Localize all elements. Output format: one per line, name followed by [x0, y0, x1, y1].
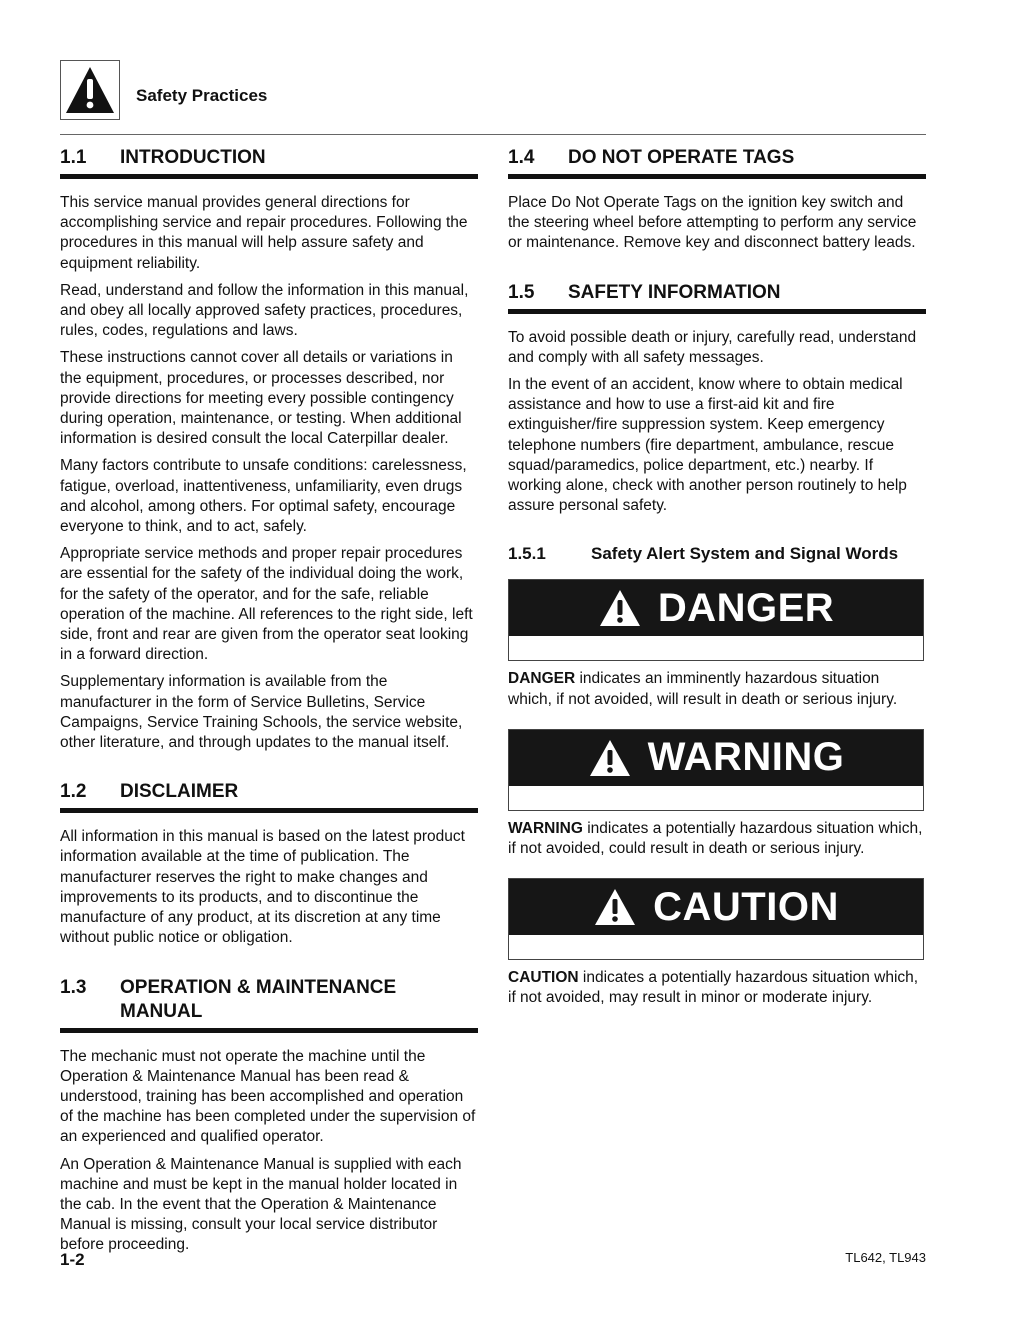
section-heading — [60, 976, 478, 1033]
header-divider — [60, 134, 926, 135]
warning-banner — [509, 730, 923, 786]
section-do-not-operate-tags — [508, 146, 926, 254]
warning-signal-panel — [508, 729, 924, 811]
caution-signal-panel — [508, 878, 924, 960]
section-safety-information — [508, 281, 926, 517]
signal-keyword: DANGER — [508, 670, 576, 688]
section-number: 1.5 — [508, 281, 535, 303]
section-title: SAFETY INFORMATION — [568, 281, 781, 303]
section-title: DISCLAIMER — [120, 781, 239, 803]
warning-description — [508, 819, 926, 859]
signal-description-text: indicates a potentially hazardous situation which, if not avoided, may result in minor or moderate injury. — [508, 969, 919, 1007]
warning-triangle-icon — [64, 64, 116, 116]
danger-description — [508, 669, 926, 709]
paragraph: Read, understand and follow the information in this manual, and obey all locally approved safety practices, procedures, rules, codes, regulations and laws. — [60, 281, 469, 340]
alert-triangle-icon — [598, 588, 642, 628]
subsection-title: Safety Alert System and Signal Words — [591, 544, 899, 564]
right-column — [508, 146, 926, 1016]
signal-description-text: indicates a potentially hazardous situation which, if not avoided, could result in death or serious injury. — [508, 819, 923, 858]
section-title: DO NOT OPERATE TAGS — [568, 147, 795, 168]
safety-alert-logo — [60, 60, 120, 120]
paragraph: Appropriate service methods and proper repair procedures are essential for the safety of the individual doing the work, for the safety of the operator, and for the safe, reliable operation of the machine. All references to the right side, left side, front and rear are given from the operator seat looking in a forward direction. — [60, 545, 473, 664]
section-heading — [508, 281, 926, 314]
paragraph: These instructions cannot cover all details or variations in the equipment, procedures, or processes described, nor provide directions for meeting every possible contingency during operation, maintenance, or testing. When additional information is desired consult the local Caterpillar dealer. — [60, 349, 462, 448]
section-heading — [508, 146, 926, 179]
model-numbers: TL642, TL943 — [845, 1250, 926, 1265]
danger-banner — [509, 580, 923, 636]
section-heading — [60, 780, 478, 813]
paragraph: This service manual provides general directions for accomplishing service and repair procedures. Following the procedures in this manual will help assure safety and equipment reliability. — [60, 194, 468, 272]
signal-keyword: CAUTION — [508, 969, 579, 987]
section-number: 1.3 — [60, 976, 87, 998]
paragraph: In the event of an accident, know where to obtain medical assistance and how to use a first-aid kit and fire extinguisher/fire suppression system. Keep emergency telephone numbers (fire department, ambulance, rescue squad/paramedics, police department, etc.) nearby. If working alone, check with another person routinely to help assure personal safety. — [508, 376, 907, 515]
section-number: 1.4 — [508, 147, 535, 168]
page-number: 1-2 — [60, 1250, 85, 1269]
signal-word: WARNING — [647, 735, 845, 780]
section-title: OPERATION & MAINTENANCE MANUAL — [120, 976, 397, 1022]
paragraph: Place Do Not Operate Tags on the ignition key switch and the steering wheel before attempting to perform any service or maintenance. Remove key and disconnect battery leads. — [508, 194, 917, 252]
signal-word: DANGER — [657, 585, 835, 630]
page-header-title: Safety Practices — [136, 86, 268, 105]
signal-message-area — [509, 935, 923, 959]
section-introduction — [60, 146, 478, 753]
section-number: 1.1 — [60, 147, 87, 168]
subsection-heading — [508, 543, 926, 565]
caution-banner — [509, 879, 923, 935]
paragraph: All information in this manual is based on the latest product information available at the time of publication. The manufacturer reserves the right to make changes and improvements to its products, and to discontinue the manufacture of any product, at its discretion at any time without public notice or obligation. — [60, 828, 465, 947]
signal-message-area — [509, 786, 923, 810]
alert-triangle-icon — [593, 887, 637, 927]
paragraph: The mechanic must not operate the machine until the Operation & Maintenance Manual has been read & understood, training has been accomplished and operation of the machine has been completed under the supervision of an experienced and qualified operator. — [60, 1047, 476, 1146]
section-heading — [60, 146, 478, 179]
section-title: INTRODUCTION — [120, 147, 266, 168]
paragraph: To avoid possible death or injury, carefully read, understand and comply with all safety messages. — [508, 328, 917, 366]
paragraph: An Operation & Maintenance Manual is supplied with each machine and must be kept in the manual holder located in the cab. In the event that the Operation & Maintenance Manual is missing, consult your local service distributor before proceeding. — [60, 1155, 462, 1254]
section-operation-maintenance-manual — [60, 976, 478, 1256]
alert-triangle-icon — [588, 738, 632, 778]
danger-signal-panel — [508, 579, 924, 661]
subsection-number: 1.5.1 — [508, 544, 546, 564]
left-column — [60, 146, 478, 1263]
signal-keyword: WARNING — [508, 819, 583, 837]
signal-description-text: indicates an imminently hazardous situation which, if not avoided, will result in death or serious injury. — [508, 670, 898, 708]
paragraph: Supplementary information is available from the manufacturer in the form of Service Bulletins, Service Campaigns, Service Training Schools, the service website, other literature, and through updates to the manual itself. — [60, 673, 463, 752]
signal-word: CAUTION — [653, 884, 839, 929]
signal-message-area — [509, 636, 923, 660]
section-number: 1.2 — [60, 781, 87, 803]
paragraph: Many factors contribute to unsafe conditions: carelessness, fatigue, overload, inattentiveness, unfamiliarity, even drugs and alcohol, among others. For optimal safety, encourage everyone to think, and to act, safely. — [60, 457, 467, 536]
caution-description — [508, 968, 926, 1008]
section-disclaimer — [60, 780, 478, 948]
